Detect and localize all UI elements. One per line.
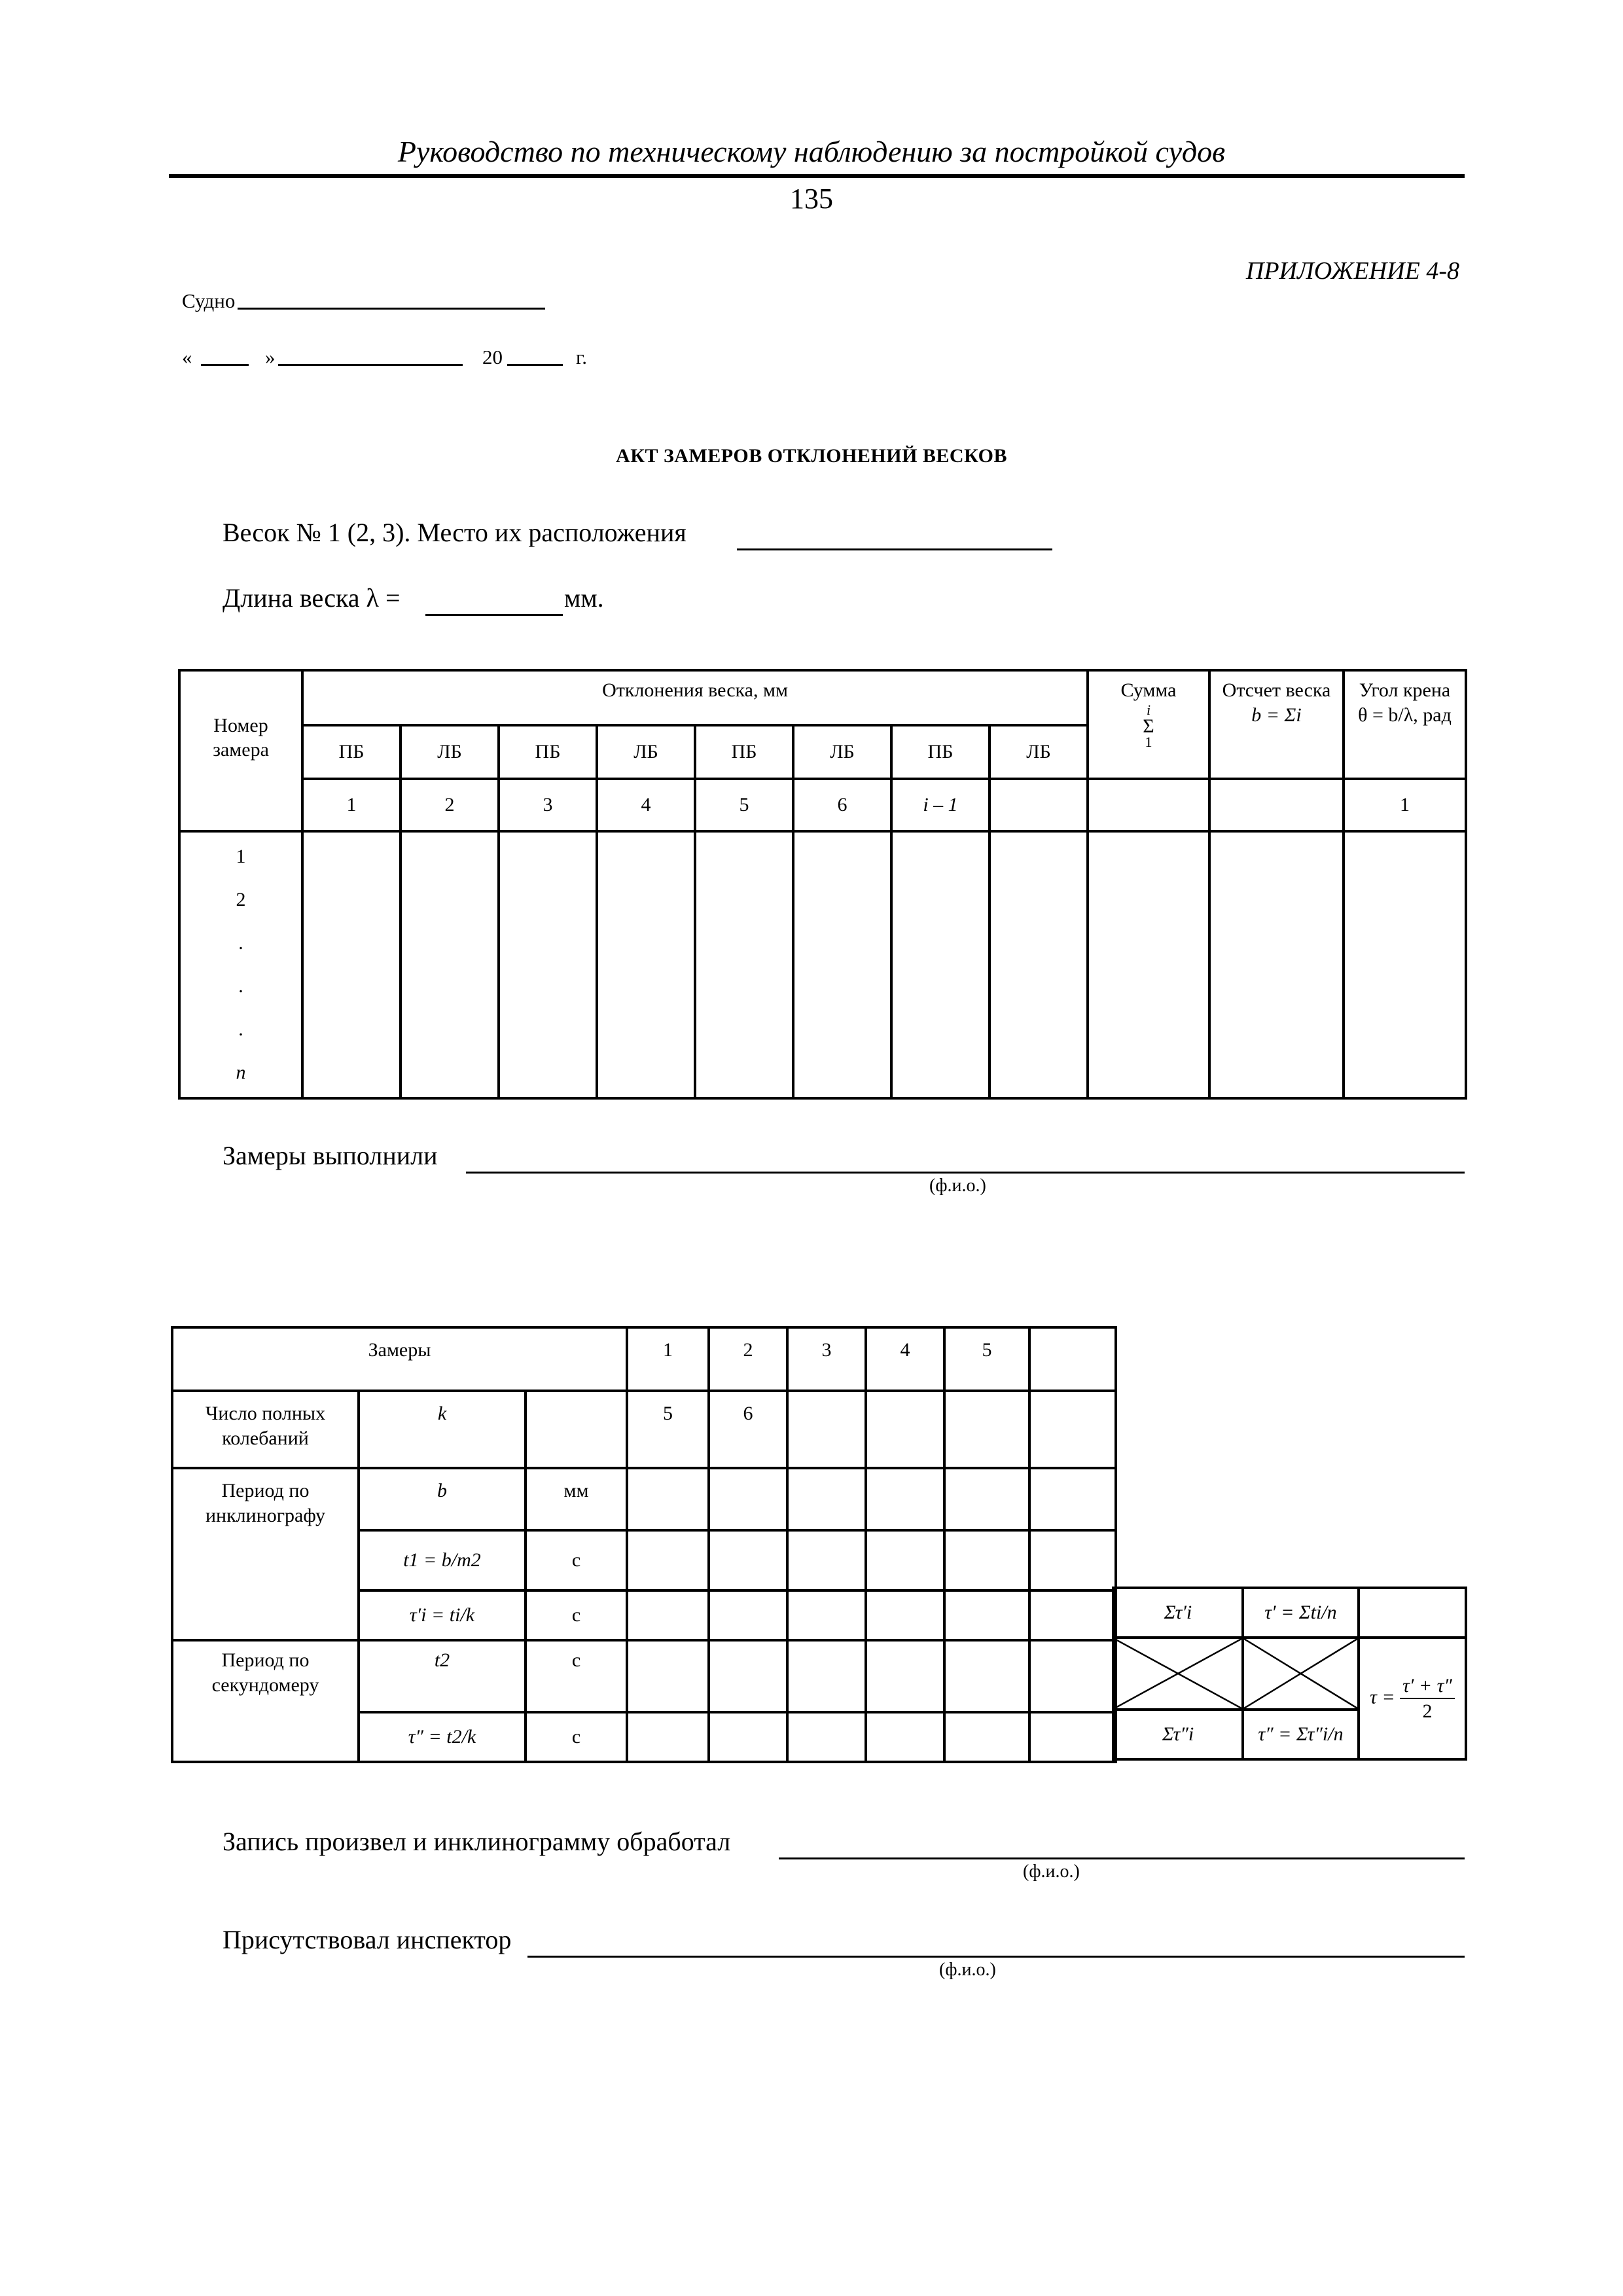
year-prefix: 20 bbox=[482, 346, 503, 368]
data-cell[interactable] bbox=[1029, 1590, 1116, 1640]
measured-by-caption: (ф.и.о.) bbox=[929, 1175, 986, 1196]
reading-header-label: Отсчет веска bbox=[1222, 679, 1331, 701]
side-cell: ПБ bbox=[891, 725, 990, 779]
inspector-caption: (ф.и.о.) bbox=[939, 1960, 996, 1980]
running-header: Руководство по техническому наблюдению за постройкой судов bbox=[397, 135, 1226, 168]
tau-fraction bbox=[1400, 1674, 1455, 1724]
plumb-location-line[interactable] bbox=[737, 548, 1052, 550]
index-cell: 1 bbox=[302, 779, 401, 831]
data-cell[interactable] bbox=[627, 1712, 709, 1762]
data-cell[interactable] bbox=[709, 1590, 787, 1640]
year-suffix: г. bbox=[576, 346, 587, 368]
index-cell bbox=[1088, 779, 1209, 831]
data-cell[interactable] bbox=[1029, 1530, 1116, 1590]
data-cell[interactable] bbox=[866, 1590, 944, 1640]
row-label: . bbox=[238, 975, 243, 997]
data-cell[interactable] bbox=[1029, 1327, 1116, 1391]
data-cell[interactable] bbox=[944, 1530, 1029, 1590]
crossed-cell bbox=[1113, 1638, 1243, 1710]
data-cell[interactable] bbox=[866, 1468, 944, 1530]
side-cell: ПБ bbox=[499, 725, 597, 779]
side-cell: ПБ bbox=[302, 725, 401, 779]
stopwatch-symbol: τ″ = t2/k bbox=[359, 1712, 526, 1762]
measurement-number: 1 bbox=[627, 1327, 709, 1391]
sum-header-label: Сумма bbox=[1120, 679, 1177, 701]
date-open-quote: « bbox=[182, 346, 192, 368]
row-label: n bbox=[236, 1062, 246, 1083]
full-oscillations-label: Число полных колебаний bbox=[172, 1391, 359, 1468]
side-cell: ЛБ bbox=[793, 725, 891, 779]
data-cell[interactable] bbox=[1209, 831, 1344, 1098]
data-cell[interactable] bbox=[1029, 1712, 1116, 1762]
stopwatch-label: Период по секундомеру bbox=[172, 1640, 359, 1762]
sum-header bbox=[1088, 670, 1209, 779]
data-cell[interactable] bbox=[709, 1712, 787, 1762]
index-cell: 5 bbox=[695, 779, 793, 831]
tau-mean-formula bbox=[1359, 1638, 1466, 1759]
data-cell[interactable] bbox=[866, 1391, 944, 1468]
appendix-label: ПРИЛОЖЕНИЕ 4-8 bbox=[1245, 257, 1459, 285]
stopwatch-symbol: t2 bbox=[359, 1640, 526, 1712]
measurement-number: 5 bbox=[944, 1327, 1029, 1391]
oscillation-table bbox=[171, 1326, 1117, 1763]
inclino-symbol: b bbox=[359, 1468, 526, 1530]
unit-cell bbox=[526, 1391, 627, 1468]
data-cell[interactable] bbox=[627, 1468, 709, 1530]
row-label: 2 bbox=[236, 889, 246, 910]
index-cell: 4 bbox=[597, 779, 695, 831]
data-cell[interactable] bbox=[597, 831, 695, 1098]
data-cell[interactable] bbox=[891, 831, 990, 1098]
inclino-unit: мм bbox=[526, 1468, 627, 1530]
index-cell bbox=[1209, 779, 1344, 831]
sum-tau-prime: Στ′i bbox=[1113, 1588, 1243, 1638]
sum-symbol: Σ bbox=[1143, 715, 1154, 737]
crossed-cell bbox=[1243, 1638, 1359, 1710]
index-cell: 1 bbox=[1344, 779, 1466, 831]
measurements-header: Замеры bbox=[172, 1327, 627, 1391]
inspector-line[interactable] bbox=[527, 1956, 1465, 1958]
inclino-unit: с bbox=[526, 1590, 627, 1640]
row-label: 1 bbox=[236, 846, 246, 867]
index-cell: i – 1 bbox=[891, 779, 990, 831]
reading-formula: b = Σi bbox=[1251, 704, 1302, 726]
period-summary-table bbox=[1112, 1587, 1467, 1761]
data-cell[interactable] bbox=[866, 1712, 944, 1762]
page-number: 135 bbox=[790, 183, 833, 215]
stopwatch-unit: с bbox=[526, 1712, 627, 1762]
data-cell[interactable] bbox=[787, 1640, 866, 1712]
data-cell[interactable] bbox=[401, 831, 499, 1098]
full-oscillations-symbol: k bbox=[359, 1391, 526, 1468]
data-cell[interactable] bbox=[944, 1590, 1029, 1640]
data-cell[interactable] bbox=[866, 1530, 944, 1590]
tau-double-formula: τ″ = Στ″i/n bbox=[1243, 1710, 1359, 1759]
data-cell[interactable] bbox=[793, 831, 891, 1098]
reading-header bbox=[1209, 670, 1344, 779]
data-cell[interactable] bbox=[944, 1391, 1029, 1468]
data-cell[interactable] bbox=[627, 1530, 709, 1590]
inclino-symbol: t1 = b/m2 bbox=[359, 1530, 526, 1590]
measurement-number: 4 bbox=[866, 1327, 944, 1391]
document-title: АКТ ЗАМЕРОВ ОТКЛОНЕНИЙ ВЕСКОВ bbox=[616, 445, 1007, 467]
plumb-location-label: Весок № 1 (2, 3). Место их расположения bbox=[223, 518, 687, 547]
row-label: . bbox=[238, 932, 243, 954]
angle-header bbox=[1344, 670, 1466, 779]
data-cell[interactable] bbox=[787, 1712, 866, 1762]
cross-mark-icon bbox=[1115, 1639, 1241, 1708]
measurement-number: 3 bbox=[787, 1327, 866, 1391]
plumb-length-line[interactable] bbox=[425, 614, 563, 616]
measure-no-header-line2: замера bbox=[213, 739, 269, 761]
row-labels-cell bbox=[179, 831, 302, 1098]
data-cell[interactable] bbox=[1029, 1391, 1116, 1468]
measured-by-label: Замеры выполнили bbox=[223, 1141, 438, 1170]
data-cell[interactable] bbox=[709, 1468, 787, 1530]
processed-by-line[interactable] bbox=[779, 1857, 1465, 1859]
deviations-header: Отклонения веска, мм bbox=[302, 670, 1088, 725]
data-cell[interactable] bbox=[1029, 1640, 1116, 1712]
data-cell[interactable] bbox=[695, 831, 793, 1098]
data-cell[interactable] bbox=[787, 1391, 866, 1468]
plumb-length-unit: мм. bbox=[564, 583, 604, 613]
header-rule bbox=[169, 174, 1465, 178]
data-cell[interactable] bbox=[787, 1530, 866, 1590]
data-cell[interactable] bbox=[990, 831, 1088, 1098]
inclinograph-label: Период по инклинографу bbox=[172, 1468, 359, 1640]
index-cell: 6 bbox=[793, 779, 891, 831]
side-cell: ПБ bbox=[695, 725, 793, 779]
data-cell[interactable] bbox=[709, 1530, 787, 1590]
tau-numerator: τ′ + τ″ bbox=[1400, 1674, 1455, 1700]
angle-formula: θ = b/λ, рад bbox=[1358, 704, 1452, 726]
data-cell[interactable] bbox=[302, 831, 401, 1098]
vessel-field-line[interactable] bbox=[238, 308, 545, 310]
row-label: . bbox=[238, 1018, 243, 1040]
data-cell[interactable] bbox=[1088, 831, 1209, 1098]
data-cell[interactable] bbox=[499, 831, 597, 1098]
month-field-line[interactable] bbox=[278, 364, 463, 366]
side-cell: ЛБ bbox=[401, 725, 499, 779]
sum-index-bottom: 1 bbox=[1145, 733, 1152, 750]
processed-by-caption: (ф.и.о.) bbox=[1023, 1861, 1080, 1882]
inclino-unit: с bbox=[526, 1530, 627, 1590]
measure-no-header bbox=[179, 670, 302, 831]
measurement-number: 2 bbox=[709, 1327, 787, 1391]
data-cell[interactable] bbox=[866, 1640, 944, 1712]
measure-no-header-line1: Номер bbox=[213, 714, 268, 736]
tau-lhs: τ = bbox=[1370, 1685, 1395, 1708]
year-field-line[interactable] bbox=[507, 364, 563, 366]
data-cell[interactable] bbox=[1359, 1588, 1466, 1638]
data-cell[interactable] bbox=[627, 1590, 709, 1640]
sum-index-top: i bbox=[1146, 701, 1151, 718]
deviation-table bbox=[178, 669, 1467, 1100]
data-cell[interactable] bbox=[944, 1640, 1029, 1712]
date-close-quote: » bbox=[265, 346, 276, 368]
day-field-line[interactable] bbox=[201, 364, 249, 366]
index-cell: 3 bbox=[499, 779, 597, 831]
side-cell: ЛБ bbox=[990, 725, 1088, 779]
index-cell: 2 bbox=[401, 779, 499, 831]
sum-tau-double: Στ″i bbox=[1113, 1710, 1243, 1759]
vessel-label: Судно bbox=[182, 289, 236, 312]
data-cell[interactable] bbox=[1029, 1468, 1116, 1530]
inclino-symbol: τ′i = ti/k bbox=[359, 1590, 526, 1640]
index-cell bbox=[990, 779, 1088, 831]
cross-mark-icon bbox=[1244, 1639, 1357, 1708]
oscillation-value[interactable]: 5 bbox=[627, 1391, 709, 1468]
plumb-length-label: Длина веска λ = bbox=[223, 583, 401, 613]
measured-by-line[interactable] bbox=[466, 1172, 1465, 1174]
inspector-label: Присутствовал инспектор bbox=[223, 1925, 512, 1954]
data-cell[interactable] bbox=[787, 1468, 866, 1530]
angle-header-label: Угол крена bbox=[1359, 679, 1451, 701]
data-cell[interactable] bbox=[944, 1468, 1029, 1530]
data-cell[interactable] bbox=[1344, 831, 1466, 1098]
oscillation-value[interactable]: 6 bbox=[709, 1391, 787, 1468]
tau-denominator: 2 bbox=[1422, 1700, 1433, 1722]
data-cell[interactable] bbox=[627, 1640, 709, 1712]
data-cell[interactable] bbox=[944, 1712, 1029, 1762]
stopwatch-unit: с bbox=[526, 1640, 627, 1712]
tau-prime-formula: τ′ = Σti/n bbox=[1243, 1588, 1359, 1638]
side-cell: ЛБ bbox=[597, 725, 695, 779]
processed-by-label: Запись произвел и инклинограмму обработал bbox=[223, 1827, 731, 1856]
data-cell[interactable] bbox=[787, 1590, 866, 1640]
data-cell[interactable] bbox=[709, 1640, 787, 1712]
